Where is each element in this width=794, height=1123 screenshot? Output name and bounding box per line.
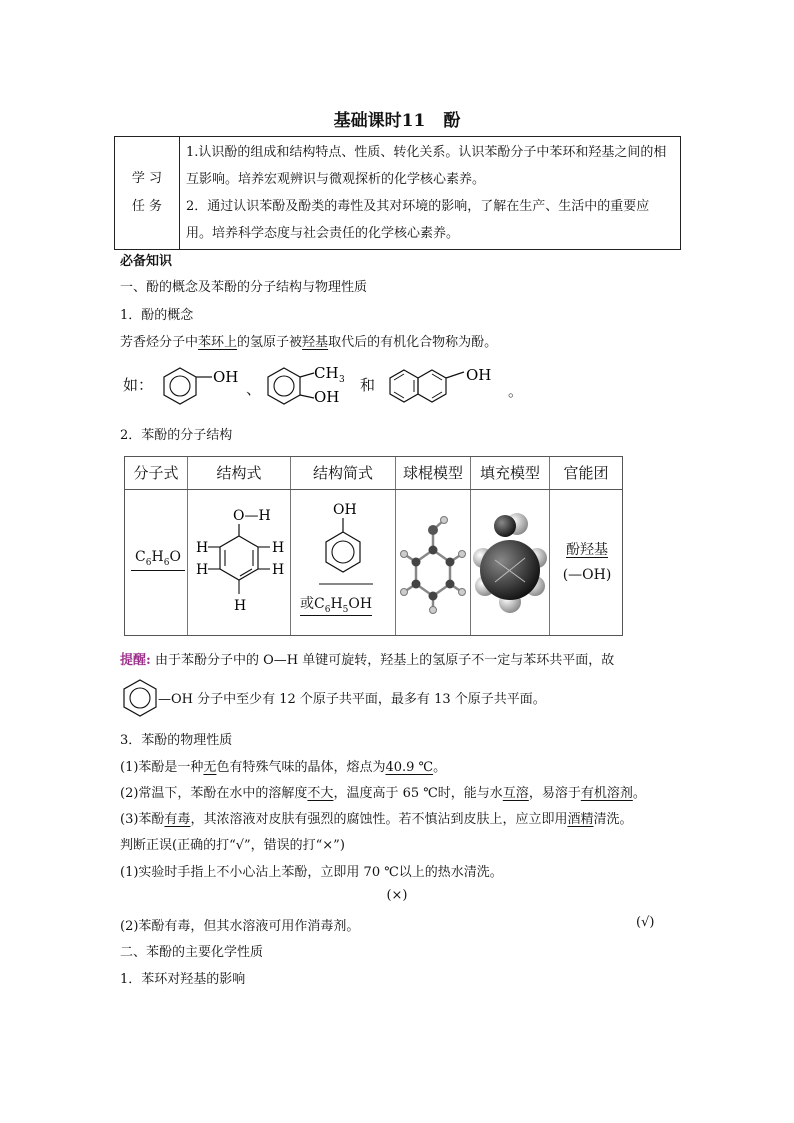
blank-answer: 有毒 [164, 812, 191, 827]
subheading-phenol-concept: 1．酚的概念 [120, 308, 194, 323]
space-filling-model-image [471, 490, 549, 635]
judge-question-1: (1)实验时手指上不小心沾上苯酚，立即用 70 ℃以上的热水清洗。 [120, 865, 503, 880]
property-2: (2)常温下，苯酚在水中的溶解度不大，温度高于 65 ℃时，能与水互溶，易溶于有机溶剂。 [120, 786, 646, 801]
page-title [0, 106, 794, 131]
task-item: 1.认识酚的组成和结构特点、性质、转化关系。认识苯酚分子中苯环和羟基之间的相互影响。培养宏观辨识与微观探析的化学核心素养。 [186, 145, 667, 187]
reminder-label: 提醒: [120, 653, 151, 668]
property-3: (3)苯酚有毒，其浓溶液对皮肤有强烈的腐蚀性。若不慎沾到皮肤上，应立即用酒精清洗。 [120, 812, 633, 827]
section-heading-1: 一、酚的概念及苯酚的分子结构与物理性质 [120, 280, 368, 295]
subheading-benzene-effect: 1．苯环对羟基的影响 [120, 972, 246, 987]
phenol-structure-table [124, 456, 623, 636]
svg-text:H: H [234, 598, 247, 614]
phenol-examples: 如： OH 、 CH 3 OH 和 OH 。 [120, 360, 540, 410]
cresol-structure-icon [264, 360, 364, 410]
blank-answer: 40.9 ℃ [385, 760, 434, 775]
table-header: 结构简式 [291, 457, 396, 489]
judge-question-2: (2)苯酚有毒，但其水溶液可用作消毒剂。 [120, 919, 360, 934]
table-header: 结构式 [188, 457, 291, 489]
blank-answer: 有机溶剂 [580, 786, 633, 801]
section-required-knowledge: 必备知识 [120, 254, 173, 269]
blank-answer: 羟基 [302, 335, 329, 350]
svg-text:H: H [196, 562, 209, 578]
blank-answer: 互溶 [502, 786, 529, 801]
table-header: 官能团 [563, 464, 609, 482]
blank-answer: 苯环上 [198, 335, 238, 350]
title-sub: 酚 [443, 111, 461, 131]
judge-answer-2: (√) [636, 915, 655, 930]
learning-task-table [114, 136, 681, 250]
svg-text:OH: OH [213, 368, 239, 386]
molecular-formula: $C_6H_6O$ [131, 549, 185, 571]
task-content [180, 137, 681, 250]
structural-formula-diagram [188, 490, 290, 635]
concept-text: 芳香烃分子中苯环上的氢原子被羟基取代后的有机化合物称为酚。 [120, 335, 498, 350]
svg-text:H: H [272, 540, 285, 556]
naphthol-structure-icon [386, 360, 516, 408]
reminder-line2: —OH 分子中至少有 12 个原子共平面，最多有 13 个原子共平面。 [158, 692, 546, 707]
task-label [115, 137, 180, 250]
svg-text:OH: OH [333, 502, 357, 518]
title-main: 基础课时11 [333, 111, 426, 131]
task-label-line2: 任 务 [131, 199, 163, 214]
subheading-physical-properties: 3．苯酚的物理性质 [120, 733, 233, 748]
task-label-line1: 学 习 [131, 171, 163, 186]
judge-answer-1: (×) [386, 888, 408, 903]
table-header: 分子式 [125, 457, 188, 489]
phenol-structure-icon [160, 360, 240, 408]
table-header: 球棍模型 [396, 457, 471, 489]
blank-answer: 酒精 [567, 812, 594, 827]
blank-answer: 不大 [307, 786, 334, 801]
svg-text:CH: CH [314, 364, 339, 382]
table-header: 填充模型 [471, 457, 550, 489]
svg-text:OH: OH [314, 388, 340, 406]
svg-text:O—H: O—H [233, 508, 271, 524]
reminder-text: 提醒: 由于苯酚分子中的 O—H 单键可旋转，羟基上的氢原子不一定与苯环共平面，故 [120, 653, 615, 668]
svg-text:3: 3 [339, 375, 345, 385]
task-item: 2．通过认识苯酚及酚类的毒性及其对环境的影响，了解在生产、生活中的重要应用。培养科学态度与社会责任的化学核心素养。 [186, 199, 650, 241]
svg-text:H: H [196, 540, 209, 556]
section-heading-2: 二、苯酚的主要化学性质 [120, 945, 264, 960]
simplified-formula-text: 或$C_6H_5OH$ [300, 593, 372, 616]
subheading-molecular-structure: 2．苯酚的分子结构 [120, 428, 233, 443]
functional-group: 酚羟基 (—OH) [562, 542, 612, 583]
property-1: (1)苯酚是一种无色有特殊气味的晶体，熔点为40.9 ℃。 [120, 760, 447, 775]
svg-text:OH: OH [466, 366, 492, 384]
blank-answer: 无 [203, 760, 217, 775]
ball-stick-model-image [396, 490, 470, 635]
judge-intro: 判断正误(正确的打“√”，错误的打“×”) [120, 838, 345, 853]
svg-text:H: H [272, 562, 285, 578]
